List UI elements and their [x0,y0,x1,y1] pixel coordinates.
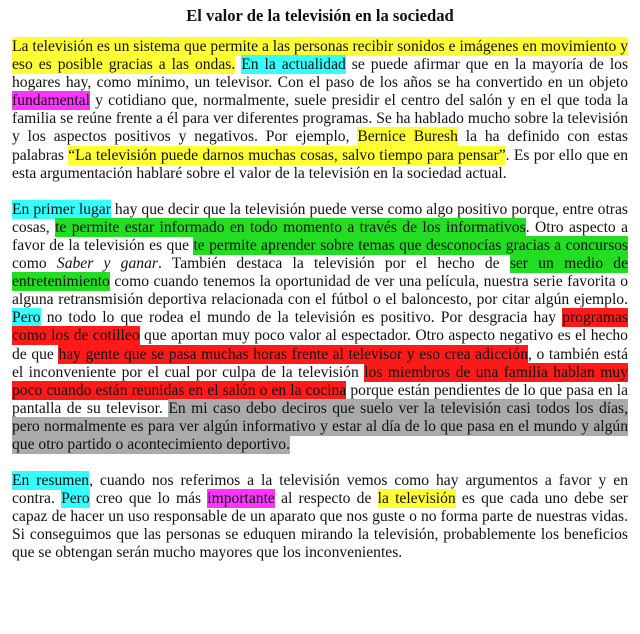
text-run: creo que lo más [89,490,208,508]
highlighted-text-magenta: fundamental [12,92,90,110]
text-run: porque están pendientes de lo que pasa en la pantalla de su televisor. [12,381,628,417]
text-run: es que cada uno debe ser capaz de hacer un uso responsable de un aparato que nos guste o no forma parte de nuestras vidas. Si conseguimos que las personas se eduquen mirando la televisión, probablemente los beneficios que se obtengan serán mucho mayores que los inconvenientes. [12,490,628,562]
highlighted-text-cyan: En primer lugar [12,200,111,218]
text-run: , o también está el inconveniente por el cual por culpa de la televisión [12,345,629,381]
highlighted-text-red: los miembros de una familia hablan muy poco cuando están reunidas en el salón o en la cocina [12,363,629,399]
highlighted-text-gray: En mi caso debo deciros que suelo ver la televisión casi todos los días, pero normalmente es para ver algún informativo y estar al día de lo que pasa en el mundo y algún que otro partido o acontecimiento deportivo. [12,399,628,453]
text-run: como [12,255,57,273]
highlighted-text-green: te permite aprender sobre temas que desconocías gracias a concursos [193,236,629,254]
highlighted-text-yellow: la televisión [377,490,456,508]
document-title: El valor de la televisión en la sociedad [186,6,454,25]
text-run: como cuando tenemos la oportunidad de ver una película, nuestra serie favorita o alguna retransmisión deportiva relacionada con el fútbol o el baloncesto, por citar algún ejemplo. [12,273,628,309]
text-run: hay que decir que la televisión puede verse como algo positivo porque, entre otras cosas, [12,200,628,236]
highlighted-text-cyan: Pero [12,309,41,327]
highlighted-text-magenta: importante [207,490,275,508]
text-run: se puede afirmar que en la mayoría de los hogares hay, como mínimo, un televisor. Con el paso de los años se ha convertido en un objeto [12,56,629,92]
text-run: la ha definido con estas palabras [12,128,628,164]
italic-text: Saber y ganar [56,255,158,273]
text-run: , cuando nos referimos a la televisión vemos como hay argumentos a favor y en contra. [12,472,628,508]
highlighted-text-cyan: Pero [61,490,90,508]
highlighted-text-cyan: En la actualidad [241,56,346,74]
text-run: no todo lo que rodea el mundo de la televisión es positivo. Por desgracia hay [40,309,563,327]
paragraph-intro [12,38,628,183]
highlighted-text-green: ser un medio de entretenimiento [12,255,629,291]
paragraph-conclusion [12,472,628,562]
highlighted-text-red: programas como los de cotilleo [12,309,628,345]
highlighted-text-yellow: “La televisión puede darnos muchas cosas, salvo tiempo para pensar” [68,146,506,164]
text-run: . Otro aspecto a favor de la televisión es que [12,218,629,254]
highlighted-text-yellow: Bernice Buresh [357,128,458,146]
highlighted-text-green: te permite estar informado en todo momento a través de los informativos [55,218,526,236]
paragraph-arguments [12,201,628,454]
highlighted-text-yellow: La televisión es un sistema que permite a las personas recibir sonidos e imágenes en movimiento y eso es posible gracias a las ondas. [12,38,628,74]
text-run: . También destaca la televisión por el hecho de [157,255,510,273]
text-run: al respecto de [274,490,378,508]
highlighted-text-red: hay gente que se pasa muchas horas frente al televisor y eso crea adicción [58,345,528,363]
text-run: y cotidiano que, normalmente, suele presidir el centro del salón y en el que toda la familia se reúne frente a él para ver diferentes programas. Se ha hablado mucho sobre la televisión y los aspectos positivos y negativos. Por ejemplo, [12,92,628,146]
text-run: . Es por ello que en esta argumentación hablaré sobre el valor de la televisión en la sociedad actual. [12,146,628,182]
highlighted-text-cyan: En resumen [12,472,90,490]
text-run: que aportan muy poco valor al espectador. Otro aspecto negativo es el hecho de que [12,327,628,363]
